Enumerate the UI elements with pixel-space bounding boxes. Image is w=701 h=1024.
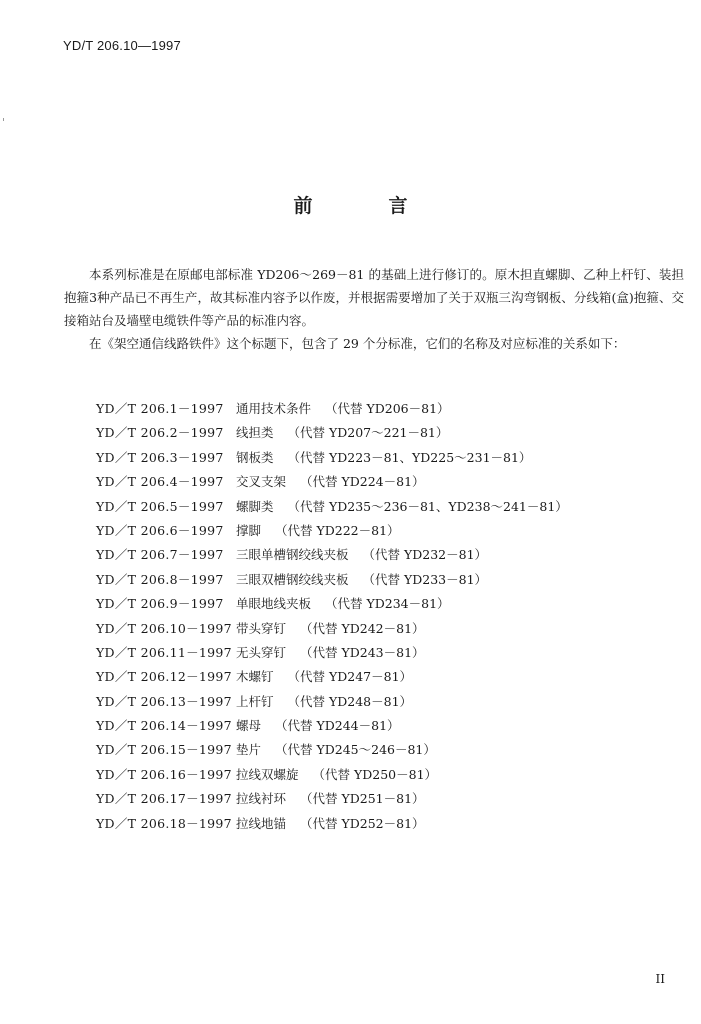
standard-item <box>96 546 568 570</box>
standard-replaces: （代替 YD245～246－81） <box>275 742 436 758</box>
standard-item <box>96 741 568 765</box>
standard-name: 螺脚类 <box>236 498 274 514</box>
standard-replaces: （代替 YD243－81） <box>300 644 425 660</box>
standard-name: 无头穿钉 <box>236 644 287 660</box>
standard-replaces: （代替 YD248－81） <box>287 693 413 709</box>
standard-replaces: （代替 YD252－81） <box>300 815 425 831</box>
standard-name: 线担类 <box>236 425 274 441</box>
standard-name: 螺母 <box>236 718 262 734</box>
standard-code: YD／T 206.9－1997 <box>96 596 224 612</box>
standard-code: YD／T 206.10－1997 <box>96 620 232 636</box>
standard-code: YD／T 206.13－1997 <box>96 693 232 709</box>
standard-code: YD／T 206.4－1997 <box>96 474 224 490</box>
standard-replaces: （代替 YD250－81） <box>312 766 438 782</box>
standard-item <box>96 400 568 424</box>
standard-item <box>96 766 568 790</box>
standard-item <box>96 790 568 814</box>
standard-item <box>96 424 568 448</box>
foreword-body <box>64 263 684 355</box>
foreword-paragraph: 在《架空通信线路铁件》这个标题下，包含了 29 个分标准，它们的名称及对应标准的关系如下： <box>89 336 626 351</box>
standard-name: 带头穿钉 <box>236 620 287 636</box>
standard-item <box>96 815 568 839</box>
standard-name: 撑脚 <box>236 522 262 538</box>
standard-code: YD／T 206.17－1997 <box>96 791 232 807</box>
page-number: II <box>655 972 665 986</box>
standard-name: 上杆钉 <box>236 693 274 709</box>
standard-replaces: （代替 YD224－81） <box>300 474 425 490</box>
standard-replaces: （代替 YD251－81） <box>300 791 425 807</box>
standard-item <box>96 522 568 546</box>
standard-item <box>96 498 568 522</box>
standard-item <box>96 620 568 644</box>
standard-code: YD／T 206.1－1997 <box>96 401 224 416</box>
standard-item <box>96 449 568 473</box>
standard-code: YD／T 206.14－1997 <box>96 718 232 734</box>
standard-item <box>96 473 568 497</box>
standard-code: YD／T 206.15－1997 <box>96 742 232 758</box>
standard-name: 拉线地锚 <box>236 815 287 831</box>
standard-replaces: （代替 YD233－81） <box>362 571 488 587</box>
standard-item <box>96 644 568 668</box>
standard-replaces: （代替 YD234－81） <box>325 596 450 612</box>
standard-code: YD／T 206.12－1997 <box>96 669 232 685</box>
standard-name: 钢板类 <box>236 449 274 465</box>
standard-name: 拉线双螺旋 <box>236 766 299 782</box>
standard-name: 木螺钉 <box>236 669 274 685</box>
standards-list <box>96 400 568 839</box>
standard-name: 单眼地线夹板 <box>236 596 312 612</box>
page-title: 前言 <box>293 195 484 217</box>
standard-code: YD／T 206.2－1997 <box>96 425 224 441</box>
standard-code: YD／T 206.5－1997 <box>96 498 224 514</box>
standard-replaces: （代替 YD223－81、YD225～231－81） <box>287 449 532 465</box>
document-code-header: YD/T 206.10—1997 <box>63 38 181 53</box>
standard-replaces: （代替 YD244－81） <box>275 718 400 734</box>
scan-edge-mark <box>3 118 4 121</box>
standard-code: YD／T 206.16－1997 <box>96 766 232 782</box>
standard-name: 三眼双槽钢绞线夹板 <box>236 571 349 587</box>
standard-name: 垫片 <box>236 742 262 758</box>
standard-name: 拉线衬环 <box>236 791 287 807</box>
standard-name: 交叉支架 <box>236 474 287 490</box>
standard-item <box>96 595 568 619</box>
standard-replaces: （代替 YD206－81） <box>325 401 450 416</box>
standard-code: YD／T 206.6－1997 <box>96 522 224 538</box>
standard-replaces: （代替 YD242－81） <box>300 620 425 636</box>
standard-replaces: （代替 YD232－81） <box>362 547 488 563</box>
standard-replaces: （代替 YD247－81） <box>287 669 413 685</box>
standard-item <box>96 571 568 595</box>
standard-item <box>96 693 568 717</box>
foreword-paragraph: 本系列标准是在原邮电部标准 YD206～269－81 的基础上进行修订的。原木担直螺脚、乙种上杆钉、装担抱箍3种产品已不再生产，故其标准内容予以作废，并根据需要增加了关于双瓶三沟弯钢板、分线箱(盒)抱箍、交接箱站台及墙壁电缆铁件等产品的标准内容。 <box>64 267 684 328</box>
standard-code: YD／T 206.18－1997 <box>96 815 232 831</box>
standard-replaces: （代替 YD222－81） <box>275 522 400 538</box>
standard-name: 三眼单槽钢绞线夹板 <box>236 547 349 563</box>
standard-code: YD／T 206.7－1997 <box>96 547 224 563</box>
standard-name: 通用技术条件 <box>236 401 312 416</box>
standard-item <box>96 717 568 741</box>
standard-replaces: （代替 YD235～236－81、YD238～241－81） <box>287 498 568 514</box>
standard-replaces: （代替 YD207～221－81） <box>287 425 449 441</box>
standard-item <box>96 668 568 692</box>
standard-code: YD／T 206.8－1997 <box>96 571 224 587</box>
standard-code: YD／T 206.3－1997 <box>96 449 224 465</box>
standard-code: YD／T 206.11－1997 <box>96 644 232 660</box>
